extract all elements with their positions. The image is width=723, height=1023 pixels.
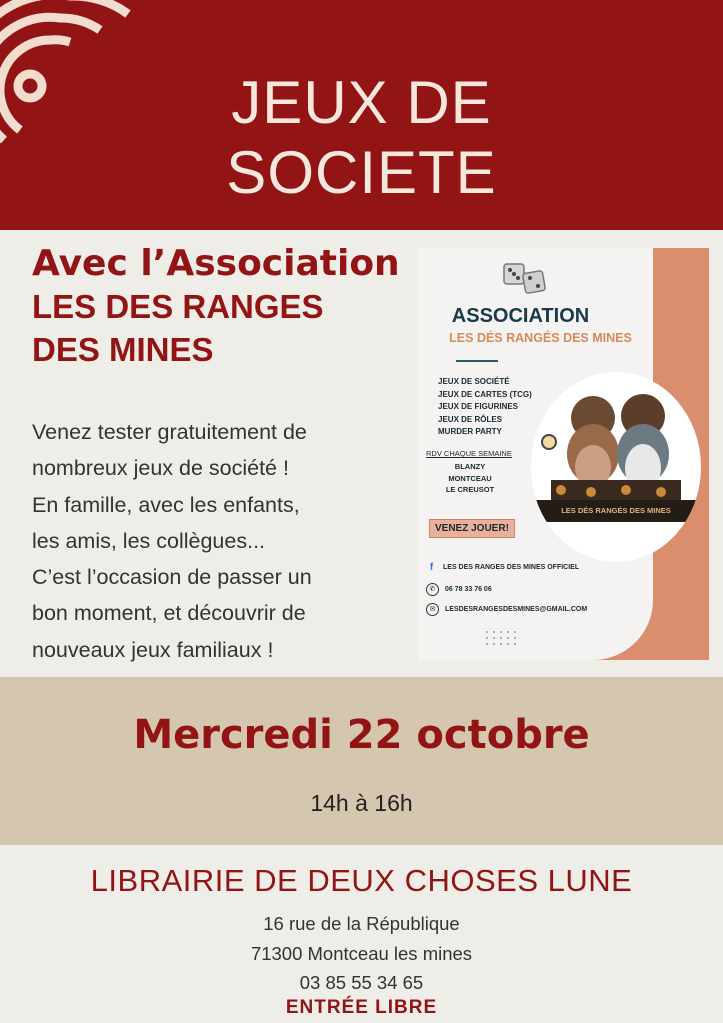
- poster-illustration: [531, 372, 701, 562]
- poster-rdv: RDV CHAQUE SEMAINE: [426, 449, 512, 458]
- list-item: BLANZY: [454, 462, 486, 471]
- poster-facebook: [426, 562, 579, 573]
- page-title-line1: JEUX DE: [231, 69, 492, 136]
- poster-cta: VENEZ JOUER!: [429, 519, 515, 538]
- poster-heading: ASSOCIATION: [451, 305, 590, 327]
- list-item: JEUX DE RÔLES: [438, 414, 503, 424]
- association-poster: [418, 248, 709, 660]
- poster-email: [426, 603, 587, 616]
- poster-phone-text: 06 78 33 76 06: [445, 586, 492, 593]
- list-item: JEUX DE SOCIÉTÉ: [438, 377, 510, 386]
- association-heading: [32, 243, 400, 371]
- venue-phone: 03 85 55 34 65: [299, 972, 424, 993]
- venue-name: LIBRAIRIE DE DEUX CHOSES LUNE: [90, 863, 633, 898]
- facebook-icon: f: [429, 562, 434, 573]
- poster-illustration-banner: LES DÉS RANGÉS DES MINES: [531, 500, 701, 522]
- list-item: MURDER PARTY: [438, 427, 502, 437]
- poster-games-list: [438, 376, 532, 439]
- dot-grid-icon: [484, 629, 524, 647]
- divider: [456, 360, 498, 362]
- description-line: bon moment, et découvrir de: [32, 601, 306, 626]
- description-line: En famille, avec les enfants,: [32, 492, 300, 517]
- association-line2: LES DES RANGES: [32, 288, 324, 325]
- dwarves-illustration-icon: [531, 372, 701, 562]
- event-date: Mercredi 22 octobre: [133, 712, 590, 758]
- description-line: nombreux jeux de société !: [32, 456, 289, 481]
- list-item: MONTCEAU: [448, 473, 492, 483]
- list-item: LE CREUSOT: [445, 485, 495, 494]
- description-line: Venez tester gratuitement de: [32, 420, 307, 444]
- header-banner: [0, 0, 723, 230]
- poster-email-text: LESDESRANGESDESMINES@GMAIL.COM: [445, 606, 588, 613]
- event-hours: 14h à 16h: [310, 790, 413, 816]
- poster-towns: [426, 461, 514, 496]
- phone-icon: ✆: [426, 583, 439, 596]
- poster-subheading: LES DÉS RANGÉS DES MINES: [449, 331, 632, 345]
- description-line: nouveaux jeux familiaux !: [32, 637, 274, 662]
- association-line1: Avec l’Association: [32, 243, 400, 284]
- poster-facebook-text: LES DES RANGES DES MINES OFFICIEL: [443, 564, 580, 571]
- mail-icon: ✉: [426, 603, 439, 616]
- page-title-line2: SOCIETE: [226, 139, 497, 206]
- association-line3: DES MINES: [32, 331, 214, 368]
- entry-label: ENTRÉE LIBRE: [285, 997, 438, 1018]
- dice-icon: [502, 260, 548, 296]
- venue-city: 71300 Montceau les mines: [250, 943, 473, 964]
- description-line: les amis, les collègues...: [32, 528, 266, 553]
- description: [32, 414, 392, 668]
- list-item: JEUX DE CARTES (TCG): [438, 389, 532, 399]
- poster-phone: [426, 583, 492, 596]
- venue-street: 16 rue de la République: [263, 913, 460, 934]
- description-line: C’est l’occasion de passer un: [32, 565, 312, 590]
- list-item: JEUX DE FIGURINES: [438, 402, 519, 412]
